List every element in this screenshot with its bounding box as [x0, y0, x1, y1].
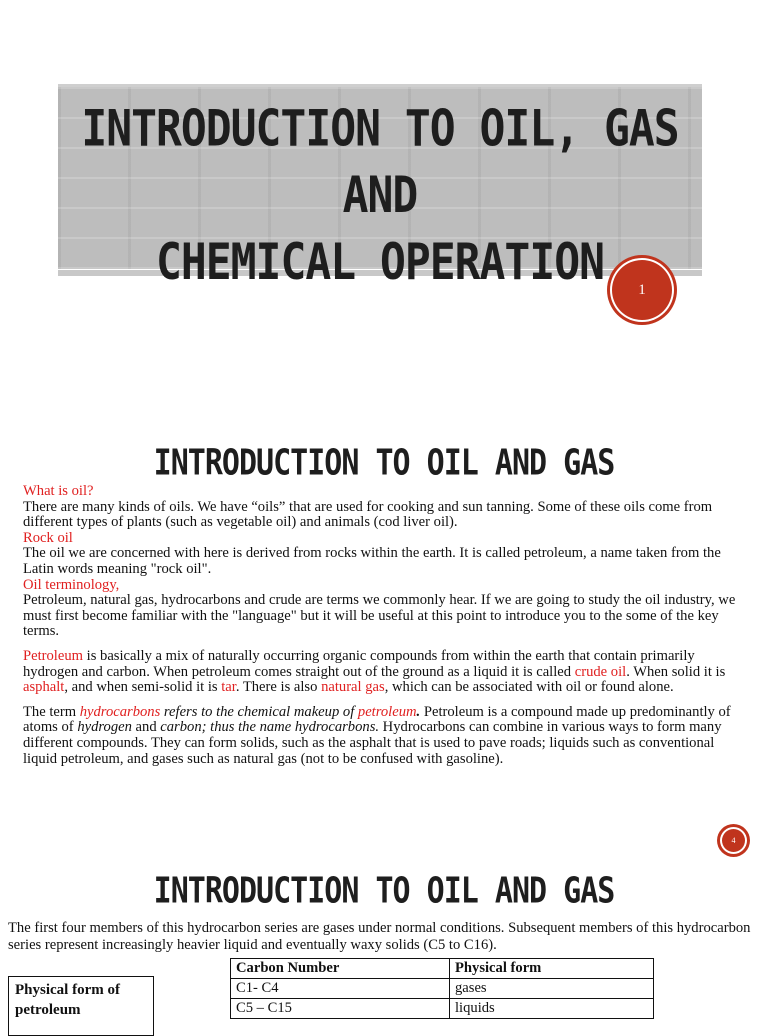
slide-body [23, 484, 745, 767]
text: and [131, 719, 161, 736]
question-what-is-oil: What is oil? [23, 483, 94, 499]
subheading-rock-oil: Rock oil [23, 529, 73, 546]
text: The term [23, 703, 80, 720]
carbon-number-table [230, 958, 654, 1019]
text: Petroleum is a compound made up predominantly of atoms of [23, 703, 731, 736]
table-cell: C1- C4 [231, 979, 450, 999]
paragraph: There are many kinds of oils. We have “oils” that are used for cooking and sun tanning. Some of these oils come from different types of plants (such as vegetable oil) and animals (cod liver oil). [23, 498, 713, 531]
page-number-badge: 4 [720, 827, 747, 854]
text: refers to the chemical makeup of [160, 703, 358, 720]
slide-3 [0, 860, 768, 1024]
slide-body [8, 920, 756, 953]
text: , and when semi-solid it is [64, 679, 222, 696]
term-natural-gas: natural gas [321, 679, 385, 696]
paragraph: Petroleum, natural gas, hydrocarbons and crude are terms we commonly hear. If we are going to study the oil industry, we must first become familiar with the "language" but it will be useful at this point to introduce you to the some of the key terms. [23, 592, 736, 640]
text: . [416, 703, 421, 720]
paragraph-hydrocarbons [23, 705, 745, 767]
subheading-oil-terminology: Oil terminology, [23, 576, 120, 593]
term-petroleum: Petroleum [23, 647, 83, 664]
column-header: Carbon Number [231, 959, 450, 979]
paragraph: The first four members of this hydrocarbon series are gases under normal conditions. Subsequent members of this hydrocarbon series represent increasingly heavier liquid and eventually waxy solids (C5 to C16). [8, 920, 751, 953]
term-petroleum: petroleum [357, 703, 417, 720]
table-cell: gases [450, 979, 654, 999]
title-line-2: CHEMICAL OPERATION [156, 234, 604, 292]
title-line-1: INTRODUCTION TO OIL, GAS AND [81, 100, 679, 225]
column-header: Physical form [450, 959, 654, 979]
term-carbon: carbon; thus the name hydrocarbons. [160, 719, 380, 736]
text: . There is also [235, 679, 322, 696]
slide-1 [0, 0, 768, 390]
table-header-row [231, 959, 654, 979]
slide-heading: INTRODUCTION TO OIL AND GAS [153, 442, 615, 484]
text: is basically a mix of naturally occurring organic compounds from within the earth that contain primarily hydrogen and carbon. When petroleum comes straight out of the ground as a liquid it is called [23, 647, 695, 680]
term-hydrocarbons: hydrocarbons [79, 703, 161, 720]
table-cell: liquids [450, 999, 654, 1019]
term-hydrogen: hydrogen [77, 719, 132, 736]
slide-heading: INTRODUCTION TO OIL AND GAS [153, 870, 615, 912]
table-row [231, 979, 654, 999]
table-cell: C5 – C15 [231, 999, 450, 1019]
physical-form-label-box: Physical form of petroleum [8, 976, 154, 1036]
term-asphalt: asphalt [23, 679, 65, 696]
term-tar: tar [221, 679, 236, 696]
paragraph-petroleum [23, 649, 745, 696]
paragraph: The oil we are concerned with here is derived from rocks within the earth. It is called petroleum, a name taken from the Latin words meaning "rock oil". [23, 545, 721, 577]
text: . When solid it is [626, 663, 726, 680]
slide-title [58, 96, 702, 296]
table-row [231, 999, 654, 1019]
term-crude-oil: crude oil [574, 663, 627, 680]
text: Hydrocarbons can combine in various ways to form many different compounds. They can form solids, such as the asphalt that is used to pave roads; liquids such as conventional liquid petroleum, and gases such as natural gas (not to be confused with gasoline). [23, 719, 722, 767]
text: , which can be associated with oil or found alone. [384, 679, 674, 696]
page-number-badge: 1 [610, 258, 674, 322]
slide-2 [0, 390, 768, 860]
